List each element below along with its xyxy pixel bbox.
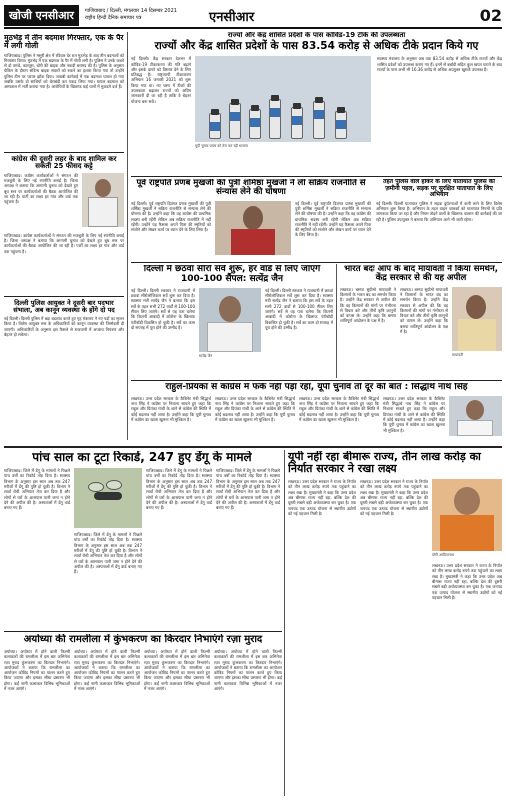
sharmistha-body: नई दिल्ली। पूर्व राष्ट्रपति दिवंगत प्रणब मुखर्जी की पुत्री शर्मिष्ठा मुखर्जी ने सक्रिय राजनीति से संन्यास लेने की घोषणा की है। उन्होंने कहा कि वह कांग्रेस की प्राथमिक सदस्य बनी रहेंगी लेकिन अब सक्रिय राजनीति में नहीं रहेंगी। उन्होंने यह फैसला अपने पिता की स्मृतियों को संजोने और लेखन कार्य पर ध्यान देने के लिए लिया है। (131, 200, 211, 233)
up-headline: यूपी नहीं रहा बीमारू राज्य, तीन लाख करोड़ का निर्यात सरकार ने रखा लक्ष्य (288, 451, 481, 476)
story2-body-cont: गाजियाबाद। कांग्रेस कार्यकर्ताओं ने संगठन की मजबूती के लिए नई रणनीति बनाई है। जिला अध्यक्ष ने बताया कि आगामी चुनाव को देखते हुए बूथ स्तर पर कार्यकर्ताओं की बैठक आयोजित की जा रही है। पार्टी का लक्ष्य हर गांव और वार्ड तक पहुंचना है। (4, 232, 124, 254)
dengue-story (4, 451, 280, 628)
sharmistha-body-right: नई दिल्ली। पूर्व राष्ट्रपति दिवंगत प्रणब मुखर्जी की पुत्री शर्मिष्ठा मुखर्जी ने सक्रिय राजनीति से संन्यास लेने की घोषणा की है। उन्होंने कहा कि वह कांग्रेस की प्राथमिक सदस्य बनी रहेंगी लेकिन अब सक्रिय राजनीति में नहीं रहेंगी। उन्होंने यह फैसला अपने पिता की स्मृतियों को संजोने और लेखन कार्य पर ध्यान देने के लिए लिया है। (295, 200, 371, 238)
story2-photo (82, 173, 124, 227)
story2-headline: कांग्रेस की दूसरी लहर के बाद शामिल कर सकती 25 फीसद कट्टे (11, 154, 117, 171)
vaccine-body: नई दिल्ली। केंद्र सरकार देशभर में कोविड-19 टीकाकरण की गति बढ़ाने और इसके दायरे को विस्तार देने के लिए प्रतिबद्ध है। राष्ट्रव्यापी टीकाकरण अभियान 16 जनवरी 2021 को शुरू किया गया था। नए चरण में टीकों की उपलब्धता बढ़ाकर राज्यों को अग्रिम जानकारी दी जा रही है ताकि वे बेहतर योजना बना सकें। (131, 56, 191, 104)
vaccine-body-right: स्वास्थ्य मंत्रालय के अनुसार अब तक 83.54 करोड़ से अधिक टीके राज्यों और केंद्र शासित प्रदेशों को उपलब्ध कराए गए हैं। इनमें से बर्बादी सहित कुल खपत घटाने के बाद राज्यों के पास अभी भी 16.36 करोड़ से अधिक अप्रयुक्त खुराकें उपलब्ध हैं। (377, 56, 502, 72)
ayodhya-body: अयोध्या। अयोध्या में होने वाली फिल्मी कलाकारों की रामलीला में इस बार अभिनेता रज़ा मुराद कुंभकरण का किरदार निभाएंगे। आयोजकों ने बताया कि रामलीला का आयोजन कोविड नियमों का पालन करते हुए किया जाएगा और इसका सीधा प्रसारण भी होगा। कई नामी कलाकार विभिन्न भूमिकाओं में नजर आएंगे। (4, 649, 70, 692)
rahul-story (131, 383, 502, 443)
page-number: 02 (479, 5, 502, 25)
traffic-headline: तहत पुलिस वाले होकर के लिए यातायात पुलिस की ज़मीनी पहल, सड़क पर सुरक्षित यातायात के लिए अभियान (383, 179, 495, 199)
mayawati-photo (452, 287, 502, 351)
left-column (4, 34, 124, 436)
column-divider (284, 450, 285, 796)
dengue-body-3: गाजियाबाद। जिले में डेंगू के मामलों ने पिछले पांच वर्षों का रिकॉर्ड तोड़ दिया है। स्वास्थ्य विभाग के अनुसार इस साल अब तक 247 मरीजों में डेंगू की पुष्टि हो चुकी है। विभाग ने लार्वा रोधी अभियान तेज कर दिया है और लोगों से घरों के आसपास पानी जमा न होने देने की अपील की है। अस्पतालों में डेंगू वार्ड बनाए गए हैं। (146, 468, 212, 511)
vaccine-story (131, 32, 502, 172)
divider (4, 631, 282, 632)
story3-headline: दिल्ली पुलिस आयुक्त ने दूसरी बार पदभार संभाला, अब कानून व्यवस्था के होंगे दो पद (13, 298, 115, 315)
up-body-2: लखनऊ। उत्तर प्रदेश सरकार ने राज्य के निर्यात को तीन लाख करोड़ रुपये तक पहुंचाने का लक्ष्य रखा है। मुख्यमंत्री ने कहा कि उत्तर प्रदेश अब बीमारू राज्य नहीं रहा, बल्कि देश की दूसरी सबसे बड़ी अर्थव्यवस्था बन चुका है। एक जनपद एक उत्पाद योजना से स्थानीय उद्योगों को नई पहचान मिली है। (360, 479, 428, 516)
divider (4, 152, 124, 153)
traffic-story (376, 179, 502, 271)
section-title: एनसीआर (209, 10, 255, 25)
vaccine-kicker: राज्यों और केंद्र शासित प्रदेशों के पास कोविड-19 टीके की उपलब्धता (227, 32, 406, 39)
dengue-body-2: गाजियाबाद। जिले में डेंगू के मामलों ने पिछले पांच वर्षों का रिकॉर्ड तोड़ दिया है। स्वास्थ्य विभाग के अनुसार इस साल अब तक 247 मरीजों में डेंगू की पुष्टि हो चुकी है। विभाग ने लार्वा रोधी अभियान तेज कर दिया है और लोगों से घरों के आसपास पानी जमा न होने देने की अपील की है। अस्पतालों में डेंगू वार्ड बनाए गए हैं। (74, 532, 142, 575)
divider (131, 176, 502, 177)
divider (131, 262, 502, 263)
satyendar-photo (199, 288, 261, 352)
sharmistha-headline: पूर्व राष्ट्रपति प्रणब मुखर्जी की पुत्री शर्मिष्ठा मुखर्जी ने ली सक्रिय राजनीति से संन्यास लेने की घोषणा (136, 179, 366, 198)
mayawati-story (340, 265, 502, 377)
dengue-body: गाजियाबाद। जिले में डेंगू के मामलों ने पिछले पांच वर्षों का रिकॉर्ड तोड़ दिया है। स्वास्थ्य विभाग के अनुसार इस साल अब तक 247 मरीजों में डेंगू की पुष्टि हो चुकी है। विभाग ने लार्वा रोधी अभियान तेज कर दिया है और लोगों से घरों के आसपास पानी जमा न होने देने की अपील की है। अस्पतालों में डेंगू वार्ड बनाए गए हैं। (4, 468, 70, 511)
divider (4, 296, 124, 297)
sharmistha-story (131, 179, 371, 259)
vaccine-photo-caption: यूपी चुनाव प्रचार को तेज कर रही भाजपा (195, 144, 249, 149)
up-body: लखनऊ। उत्तर प्रदेश सरकार ने राज्य के निर्यात को तीन लाख करोड़ रुपये तक पहुंचाने का लक्ष्य रखा है। मुख्यमंत्री ने कहा कि उत्तर प्रदेश अब बीमारू राज्य नहीं रहा, बल्कि देश की दूसरी सबसे बड़ी अर्थव्यवस्था बन चुका है। एक जनपद एक उत्पाद योजना से स्थानीय उद्योगों को नई पहचान मिली है। (288, 479, 356, 516)
up-export-story (288, 451, 502, 796)
traffic-body: नई दिल्ली। दिल्ली यातायात पुलिस ने सड़क दुर्घटनाओं में कमी लाने के लिए विशेष अभियान शुरू किया है। अभियान के तहत वाहन चालकों को यातायात नियमों के प्रति जागरूक किया जा रहा है और नियम तोड़ने वालों के खिलाफ चालान की कार्रवाई की जा रही है। पुलिस उपायुक्त ने बताया कि अभियान आगे भी जारी रहेगा। (376, 200, 502, 222)
masthead-logo: खोजी एनसीआर (4, 5, 79, 26)
ayodhya-body-4: अयोध्या। अयोध्या में होने वाली फिल्मी कलाकारों की रामलीला में इस बार अभिनेता रज़ा मुराद कुंभकरण का किरदार निभाएंगे। आयोजकों ने बताया कि रामलीला का आयोजन कोविड नियमों का पालन करते हुए किया जाएगा और इसका सीधा प्रसारण भी होगा। कई नामी कलाकार विभिन्न भूमिकाओं में नजर आएंगे। (214, 649, 282, 692)
mayawati-photo-caption: मायावती (452, 352, 464, 357)
masthead-subtitle: राष्ट्रीय हिन्दी दैनिक समाचार पत्र (84, 15, 142, 21)
mosquito-photo (74, 468, 142, 528)
rahul-body-3: लखनऊ। उत्तर प्रदेश सरकार के कैबिनेट मंत्री सिद्धार्थ नाथ सिंह ने कांग्रेस पर निशाना साधते हुए कहा कि राहुल और प्रियंका गांधी के आने से कांग्रेस की स्थिति में कोई बदलाव नहीं आया है। उन्होंने कहा कि यूपी चुनाव में कांग्रेस का खाता खुलना भी मुश्किल है। (299, 395, 379, 423)
column-divider (336, 264, 337, 378)
ayodhya-story (4, 634, 282, 796)
ayodhya-headline: अयोध्या की रामलीला में कुंभकरण का किरदार निभाएंगे रज़ा मुराद (23, 634, 263, 645)
satyendar-photo-caption: सत्येंद्र जैन (199, 353, 213, 358)
dengue-headline: पांच साल का टूटा रिकार्ड, 247 हुए डेंगू के मामले (32, 451, 252, 464)
vaccine-headline: राज्यों और केंद्र शासित प्रदेशों के पास 83.54 करोड़ से अधिक टीके प्रदान किये गए (154, 39, 479, 52)
dateline-text: गाजियाबाद / दिल्ली, मंगलवार 14 दिसम्बर 2021 (84, 8, 177, 14)
story1-headline: मुठभेड़ में तीन बदमाश गिरफ्तार, एक के पैर में लगी गोली (4, 34, 124, 51)
sharmistha-photo (215, 201, 291, 255)
rahul-body-4: लखनऊ। उत्तर प्रदेश सरकार के कैबिनेट मंत्री सिद्धार्थ नाथ सिंह ने कांग्रेस पर निशाना साधते हुए कहा कि राहुल और प्रियंका गांधी के आने से कांग्रेस की स्थिति में कोई बदलाव नहीं आया है। उन्होंने कहा कि यूपी चुनाव में कांग्रेस का खाता खुलना भी मुश्किल है। (383, 395, 445, 433)
column-divider (127, 32, 128, 440)
yogi-photo-caption: योगी आदित्यनाथ (432, 553, 454, 558)
story3-body: नई दिल्ली। दिल्ली पुलिस में बड़ा बदलाव करते हुए गृह मंत्रालय ने नए पदों का सृजन किया है। विशेष आयुक्त स्तर के अधिकारियों को कानून व्यवस्था की जिम्मेदारी दी जाएगी। अधिकारियों के अनुसार इस फैसले से राजधानी में अपराध नियंत्रण और बेहतर हो सकेगा। (4, 316, 124, 338)
masthead (4, 3, 502, 29)
divider (131, 380, 502, 381)
story2-body: गाजियाबाद। कांग्रेस कार्यकर्ताओं ने संगठन की मजबूती के लिए नई रणनीति बनाई है। जिला अध्यक्ष ने बताया कि आगामी चुनाव को देखते हुए बूथ स्तर पर कार्यकर्ताओं की बैठक आयोजित की जा रही है। पार्टी का लक्ष्य हर गांव और वार्ड तक पहुंचना है। (4, 172, 78, 205)
mayawati-headline: भारत बंदः आप के बाद मायावती ने किया समर्थन, केंद्र सरकार से की यह अपील (344, 265, 498, 284)
rahul-headline: राहुल-प्रियंका से कांग्रेस में फर्क नहीं पड़ा रहा, यूपी चुनाव तो दूर की बात : सिद्धार्थ नाथ सिंह (165, 383, 468, 392)
rahul-body-2: लखनऊ। उत्तर प्रदेश सरकार के कैबिनेट मंत्री सिद्धार्थ नाथ सिंह ने कांग्रेस पर निशाना साधते हुए कहा कि राहुल और प्रियंका गांधी के आने से कांग्रेस की स्थिति में कोई बदलाव नहीं आया है। उन्होंने कहा कि यूपी चुनाव में कांग्रेस का खाता खुलना भी मुश्किल है। (215, 395, 295, 423)
dengue-body-4: गाजियाबाद। जिले में डेंगू के मामलों ने पिछले पांच वर्षों का रिकॉर्ड तोड़ दिया है। स्वास्थ्य विभाग के अनुसार इस साल अब तक 247 मरीजों में डेंगू की पुष्टि हो चुकी है। विभाग ने लार्वा रोधी अभियान तेज कर दिया है और लोगों से घरों के आसपास पानी जमा न होने देने की अपील की है। अस्पतालों में डेंगू वार्ड बनाए गए हैं। (216, 468, 280, 511)
mayawati-body-cont: लखनऊ। बसपा सुप्रीमो मायावती ने किसानों के भारत बंद का समर्थन किया है। उन्होंने केंद्र सरकार से अपील की कि वह किसानों की मांगों पर गंभीरता से विचार करे और तीनों कृषि कानूनों को वापस ले। उन्होंने कहा कि बसपा शांतिपूर्ण आंदोलन के पक्ष में है। (400, 286, 448, 335)
serosurvey-story (131, 265, 333, 377)
ayodhya-body-2: अयोध्या। अयोध्या में होने वाली फिल्मी कलाकारों की रामलीला में इस बार अभिनेता रज़ा मुराद कुंभकरण का किरदार निभाएंगे। आयोजकों ने बताया कि रामलीला का आयोजन कोविड नियमों का पालन करते हुए किया जाएगा और इसका सीधा प्रसारण भी होगा। कई नामी कलाकार विभिन्न भूमिकाओं में नजर आएंगे। (74, 649, 140, 692)
masthead-dateline (85, 8, 205, 22)
rahul-body: लखनऊ। उत्तर प्रदेश सरकार के कैबिनेट मंत्री सिद्धार्थ नाथ सिंह ने कांग्रेस पर निशाना साधते हुए कहा कि राहुल और प्रियंका गांधी के आने से कांग्रेस की स्थिति में कोई बदलाव नहीं आया है। उन्होंने कहा कि यूपी चुनाव में कांग्रेस का खाता खुलना भी मुश्किल है। (131, 395, 211, 423)
yogi-photo (432, 479, 502, 551)
serosurvey-headline: दिल्ली में छठवां सीरो सर्वे शुरू, हर वार्ड से लिए जाएंगे 100-100 सैंपल: सत्येंद्र जैन (143, 265, 321, 284)
vaccine-photo (195, 56, 371, 142)
divider (4, 446, 502, 448)
mayawati-body: लखनऊ। बसपा सुप्रीमो मायावती ने किसानों के भारत बंद का समर्थन किया है। उन्होंने केंद्र सरकार से अपील की कि वह किसानों की मांगों पर गंभीरता से विचार करे और तीनों कृषि कानूनों को वापस ले। उन्होंने कहा कि बसपा शांतिपूर्ण आंदोलन के पक्ष में है। (340, 286, 396, 324)
siddharth-photo (449, 396, 502, 436)
ayodhya-body-3: अयोध्या। अयोध्या में होने वाली फिल्मी कलाकारों की रामलीला में इस बार अभिनेता रज़ा मुराद कुंभकरण का किरदार निभाएंगे। आयोजकों ने बताया कि रामलीला का आयोजन कोविड नियमों का पालन करते हुए किया जाएगा और इसका सीधा प्रसारण भी होगा। कई नामी कलाकार विभिन्न भूमिकाओं में नजर आएंगे। (144, 649, 210, 692)
up-body-3: लखनऊ। उत्तर प्रदेश सरकार ने राज्य के निर्यात को तीन लाख करोड़ रुपये तक पहुंचाने का लक्ष्य रखा है। मुख्यमंत्री ने कहा कि उत्तर प्रदेश अब बीमारू राज्य नहीं रहा, बल्कि देश की दूसरी सबसे बड़ी अर्थव्यवस्था बन चुका है। एक जनपद एक उत्पाद योजना से स्थानीय उद्योगों को नई पहचान मिली है। (432, 563, 502, 600)
serosurvey-body-right: नई दिल्ली। दिल्ली सरकार ने राजधानी में छठवां सीरोलॉजिकल सर्वे शुरू कर दिया है। स्वास्थ्य मंत्री सत्येंद्र जैन ने बताया कि इस सर्वे के तहत सभी 272 वार्डों से 100-100 सैंपल लिए जाएंगे। सर्वे से यह पता चलेगा कि कितनी आबादी में कोरोना के खिलाफ एंटीबॉडी विकसित हो चुकी है। सर्वे का काम दो सप्ताह में पूरा होने की उम्मीद है। (265, 287, 333, 330)
serosurvey-body: नई दिल्ली। दिल्ली सरकार ने राजधानी में छठवां सीरोलॉजिकल सर्वे शुरू कर दिया है। स्वास्थ्य मंत्री सत्येंद्र जैन ने बताया कि इस सर्वे के तहत सभी 272 वार्डों से 100-100 सैंपल लिए जाएंगे। सर्वे से यह पता चलेगा कि कितनी आबादी में कोरोना के खिलाफ एंटीबॉडी विकसित हो चुकी है। सर्वे का काम दो सप्ताह में पूरा होने की उम्मीद है। (131, 287, 195, 330)
story1-body: गाजियाबाद। पुलिस ने मसूरी क्षेत्र में रविवार देर रात मुठभेड़ के बाद तीन बदमाशों को गिरफ्तार किया। मुठभेड़ में एक बदमाश के पैर में गोली लगी है। पुलिस ने उनके कब्जे से दो तमंचे, कारतूस, चोरी की बाइक और नकदी बरामद की है। पुलिस के अनुसार चेकिंग के दौरान संदिग्ध बाइक सवारों को रुकने का इशारा किया गया तो उन्होंने पुलिस टीम पर फायर झोंक दिया। जवाबी कार्रवाई में एक बदमाश घायल हो गया जबकि उसके दो साथियों को घेराबंदी कर पकड़ लिया गया। घायल बदमाश को अस्पताल में भर्ती कराया गया है। आरोपियों के खिलाफ कई थानों में मुकदमे दर्ज हैं। (4, 52, 124, 90)
